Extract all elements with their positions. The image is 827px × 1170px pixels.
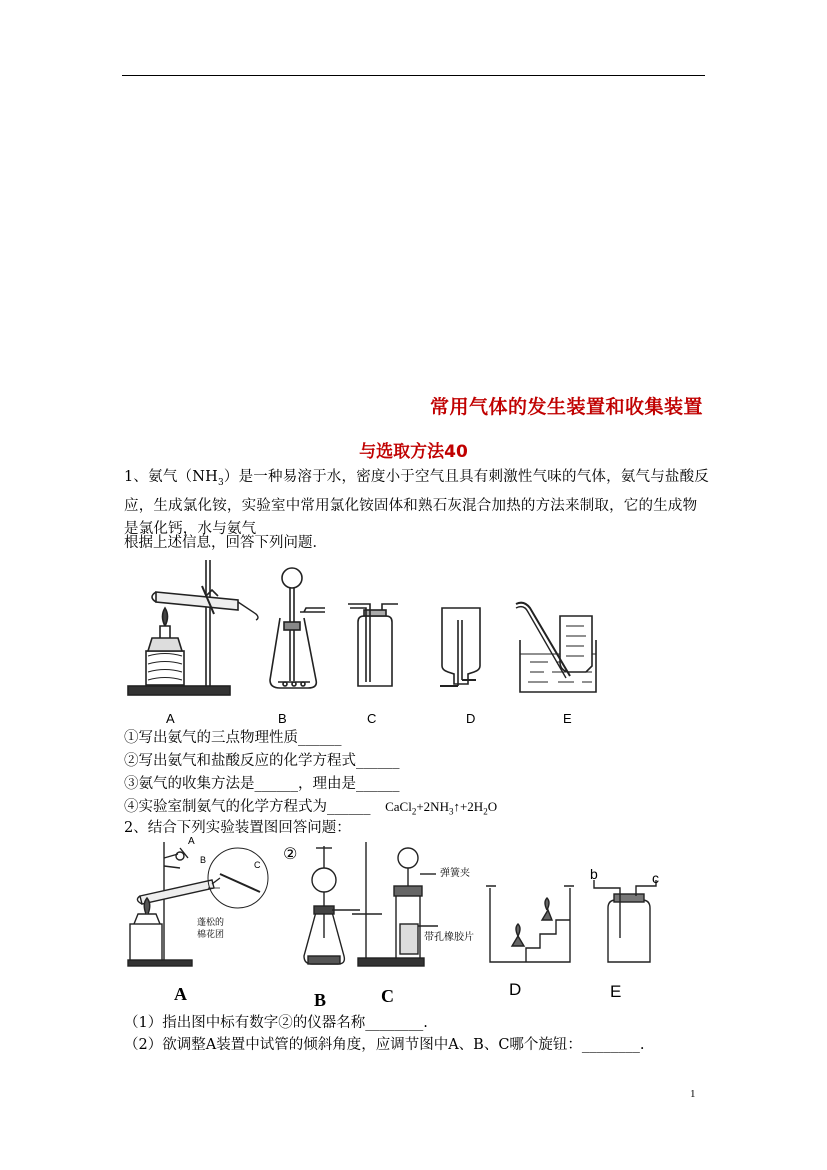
question-2-intro: 2、结合下列实验装置图回答问题： <box>124 820 351 836</box>
title-line-1: 常用气体的发生装置和收集装置 <box>429 396 703 418</box>
question-1-item-2: ②写出氨气和盐酸反应的化学方程式______ <box>124 753 400 769</box>
apparatus-2a <box>128 842 268 966</box>
question-2-item-1: （1）指出图中标有数字②的仪器名称________. <box>124 1015 428 1031</box>
label-perforated-rubber: 带孔橡胶片 <box>424 932 474 943</box>
apparatus-2e <box>594 880 656 962</box>
question-1-item-1: ①写出氨气的三点物理性质______ <box>124 730 342 746</box>
figure2-label-c: C <box>381 986 394 1006</box>
question-1-item-3: ③氨气的收集方法是______，理由是______ <box>124 776 400 792</box>
figure2-label-e: E <box>610 982 622 1001</box>
label-spring-clip: 弹簧夹 <box>440 868 470 879</box>
apparatus-a <box>128 560 258 695</box>
label-knob-c: C <box>254 860 261 870</box>
figure-row-1 <box>120 556 600 706</box>
figure2-label-d: D <box>509 980 522 999</box>
question-1-prompt: 根据上述信息，回答下列问题． <box>124 535 327 551</box>
apparatus-c <box>348 604 398 686</box>
figure-label-c: C <box>367 711 377 726</box>
figure-label-a: A <box>166 711 175 726</box>
question-1-intro: 1、氨气$(NH_3)$是一种易溶于水，密度小于空气且具有刺激性气味的气体，氨气与盐酸反应，生成氯化铵，实验室中常用氯化铵固体和熟石灰混合加热的方法来制取，它的生成物是氯化钙，水与氨气 <box>124 469 710 537</box>
label-loose-cotton: 蓬松的棉花团 <box>197 917 225 939</box>
label-instrument-2: ② <box>283 846 298 863</box>
apparatus-2d <box>486 886 574 962</box>
figure2-label-a: A <box>174 984 187 1004</box>
label-knob-b: B <box>200 855 207 865</box>
apparatus-b <box>270 568 325 688</box>
question-2-item-2: （2）欲调整A装置中试管的倾斜角度，应调节图中A、B、C哪个旋钮：________. <box>124 1037 645 1053</box>
ammonia-equation: $CaCl_2+2NH_3↑+2H_2O$ <box>385 799 498 817</box>
label-knob-a: A <box>188 836 195 847</box>
figure-label-b: B <box>278 711 287 726</box>
label-tube-b: b <box>590 866 598 882</box>
figure-label-e: E <box>563 711 572 726</box>
apparatus-2b <box>304 846 360 964</box>
header-rule <box>122 75 705 76</box>
figure-label-d: D <box>466 711 476 726</box>
apparatus-2c <box>352 842 438 966</box>
title-line-2: 与选取方法40 <box>359 442 468 462</box>
figure2-label-b: B <box>314 990 327 1010</box>
question-1-item-4: ④实验室制氨气的化学方程式为______ $CaCl_2+2NH_3↑+2H_2O$ <box>124 799 498 817</box>
label-tube-c: c <box>652 870 659 886</box>
apparatus-e <box>516 603 596 692</box>
apparatus-d <box>440 608 480 686</box>
page-number: 1 <box>690 1088 696 1100</box>
